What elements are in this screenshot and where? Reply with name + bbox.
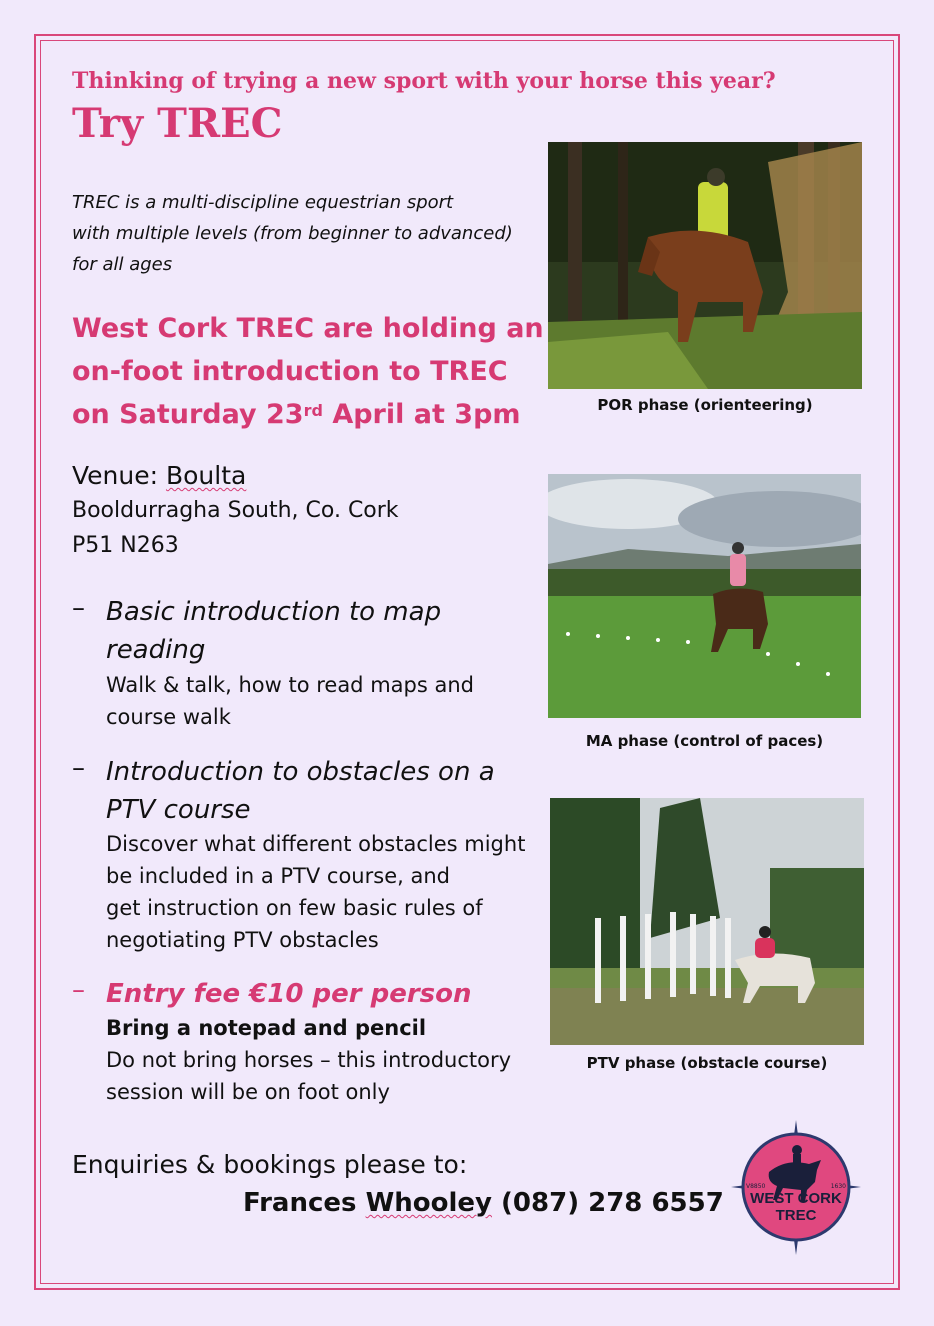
item-heading-line: Basic introduction to map <box>106 597 442 627</box>
enquiries-text: Enquiries & bookings please to: <box>72 1150 468 1179</box>
venue-name: Boulta <box>165 461 247 490</box>
logo-text-line2: TREC <box>775 1207 817 1224</box>
horse-forest-photo <box>548 142 862 389</box>
item-body-line: get instruction on few basic rules of <box>106 896 483 920</box>
item-body <box>106 828 546 956</box>
venue-label: Venue: <box>72 461 166 490</box>
item-body-line: session will be on foot only <box>106 1080 390 1104</box>
list-item-obstacles <box>72 753 542 953</box>
venue-line <box>72 458 399 493</box>
intro-line: TREC is a multi-discipline equestrian sport <box>72 192 454 213</box>
notepad-note: Bring a notepad and pencil <box>106 1016 427 1040</box>
item-body <box>106 1012 546 1108</box>
photo-caption-ma: MA phase (control of paces) <box>585 732 824 750</box>
item-heading-line: PTV course <box>106 795 251 825</box>
item-body-line: negotiating PTV obstacles <box>106 928 379 952</box>
item-heading <box>106 753 546 829</box>
entry-fee <box>106 975 546 1013</box>
item-heading-line: Entry fee €10 per person <box>106 979 472 1009</box>
list-item-map-reading <box>72 593 542 733</box>
event-announcement <box>72 307 544 436</box>
event-date-line <box>72 393 532 436</box>
logo-text-line1: WEST CORK <box>750 1190 842 1207</box>
venue-address: Booldurragha South, Co. Cork <box>72 498 399 523</box>
venue-block <box>72 458 399 563</box>
event-line: West Cork TREC are holding an <box>72 313 544 344</box>
photo-caption-por: POR phase (orienteering) <box>597 396 813 414</box>
horse-poles-photo <box>550 798 864 1045</box>
event-date-text: on Saturday 23 <box>72 399 304 430</box>
event-line: on-foot introduction to TREC <box>72 356 508 387</box>
item-heading-line: Introduction to obstacles on a <box>106 757 495 787</box>
venue-eircode: P51 N263 <box>72 533 179 558</box>
item-body-line: Walk & talk, how to read maps and <box>106 673 474 697</box>
bullet-dash: – <box>72 593 85 623</box>
contact-phone: (087) 278 6557 <box>491 1188 724 1218</box>
photo-caption-ptv: PTV phase (obstacle course) <box>586 1054 828 1072</box>
item-body-line: course walk <box>106 705 231 729</box>
horse-field-photo <box>548 474 861 718</box>
logo-small-right: 1630 <box>830 1183 846 1190</box>
tagline: Thinking of trying a new sport with your horse this year? <box>72 68 776 94</box>
list-item-entry-fee <box>72 975 542 1105</box>
date-suffix: rd <box>303 401 323 420</box>
intro-text <box>72 187 532 280</box>
item-body-line: be included in a PTV course, and <box>106 864 450 888</box>
page-title: Try TREC <box>72 100 283 147</box>
intro-line: with multiple levels (from beginner to advanced) <box>72 223 513 244</box>
item-body-line: Discover what different obstacles might <box>106 832 526 856</box>
contact-first-name: Frances <box>243 1188 366 1218</box>
contact-line <box>243 1188 724 1218</box>
item-body-line: Do not bring horses – this introductory <box>106 1048 512 1072</box>
bullet-dash: – <box>72 753 85 783</box>
west-cork-trec-logo <box>731 1120 861 1255</box>
contact-last-name: Whooley <box>365 1188 492 1218</box>
item-heading <box>106 593 546 669</box>
logo-text <box>731 1190 861 1224</box>
event-time-text: April at 3pm <box>322 399 521 430</box>
item-heading-line: reading <box>106 635 206 665</box>
intro-line: for all ages <box>72 254 173 275</box>
logo-small-text <box>746 1183 846 1190</box>
logo-small-left: V8850 <box>746 1183 766 1190</box>
item-body <box>106 669 546 733</box>
bullet-dash: – <box>72 975 85 1005</box>
